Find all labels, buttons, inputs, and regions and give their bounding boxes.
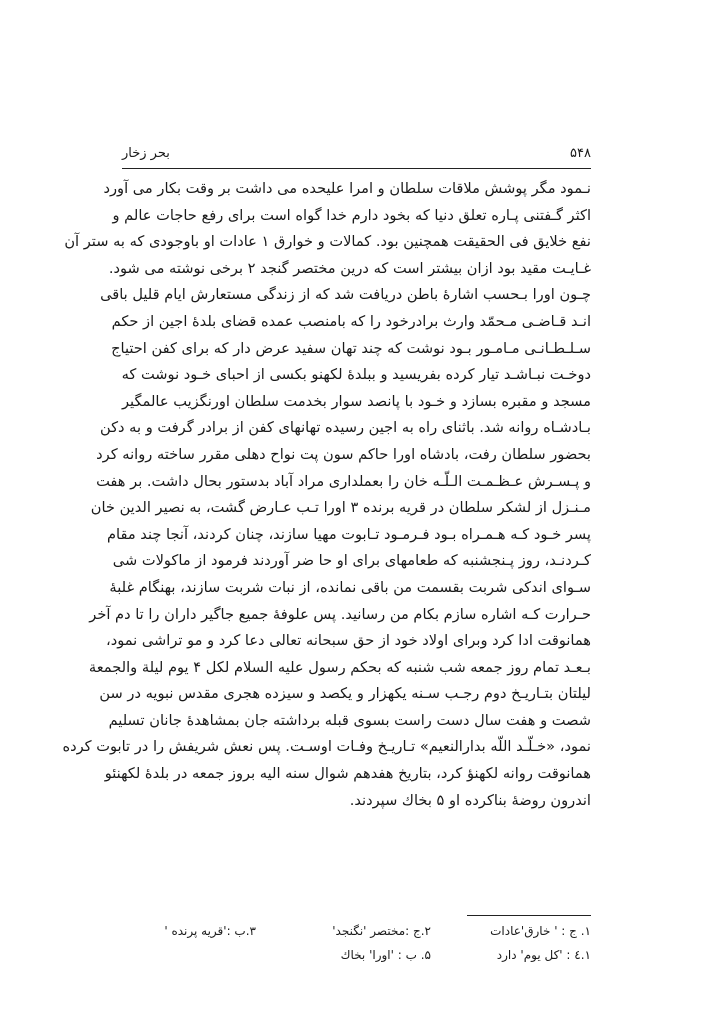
footnote-rule [467, 915, 591, 916]
footnote-5: ۵. ب : 'اورا' بخاك [340, 948, 431, 962]
body-line: نـمود مگر پوشش ملاقات سلطان و امرا علیحده می داشت بر وقت بکار می آورد [103, 180, 591, 197]
body-line: نمود، «خـلّـد اللّه بدارالنعیم» تـاریـخ وفـات اوسـت. پس نعش شریفش را در تابوت کرده [62, 738, 591, 756]
body-line: اکثر گـفتنی پـاره تعلق دنیا که بخود دارم خدا گواه است برای رفع حاجات عالم و [112, 206, 591, 224]
body-line: بـادشـاه روانه شد. باثنای راه به اجین رسیده تهانهای کفن از برادر گرفت و به دکن [99, 419, 591, 437]
body-text [62, 176, 591, 814]
footnote-row-2 [122, 948, 591, 968]
footnote-1: ۱. ج : ' خارق'عادات [490, 924, 591, 938]
footnote-row-1 [122, 924, 591, 944]
page-number: ۵۴۸ [570, 146, 591, 161]
body-line: نفع خلایق فی الحقیقت همچنین بود. کمالات و خوارق ۱ عادات او باوجودی که به ستر آن [64, 233, 591, 251]
body-line: سـوای اندکی شربت بقسمت من باقی نمانده، از نبات شربت سازند، بهنگام غلبهٔ [109, 578, 591, 596]
body-line: مـنـزل از لشکر سلطان در قریه برنده ۳ اورا تـب عـارض گشت، به نصیر الدین خان [90, 499, 591, 517]
body-line: دوخـت نبـاشـد تیار کرده بفریسید و ببلدهٔ لکهنو بکسی از احبای خـود نوشت که [121, 366, 591, 384]
header-rule [122, 168, 591, 169]
body-line: بحضور سلطان رفت، بادشاه اورا حاکم سون پت نواح دهلی مقرر ساخته روانه کرد [96, 445, 591, 463]
body-line: همانوقت ادا کرد وبرای اولاد خود از حق سبحانه تعالی دعا کرد و مو تراشی نمود، [106, 632, 591, 650]
body-line: سـلـطـانـی مـامـور بـود نوشت که چند تهان سفید عرض دار که برای کفن احتیاج [111, 339, 591, 357]
body-line: شصت و هفت سال دست راست بسوی قبله برداشته جان بمشاهدهٔ جانان تسلیم [108, 711, 591, 729]
body-line: لیلتان بتـاریـخ دوم رجـب سـنه یکهزار و یکصد و سیزده هجری مقدس نبویه در سن [99, 685, 591, 703]
body-line: کـردنـد، روز پـنجشنبه که طعامهای برای او حا ضر آوردند فرمود از ماکولات شی [112, 552, 591, 570]
body-line: حـرارت کـه اشاره سازم بکام من رسانید. پس علوفهٔ جمیع جاگیر داران را تا دم آخر [89, 605, 591, 623]
body-line: مسجد و مقبره بسازد و خـود با پانصد سوار بخدمت سلطان اورنگزیب عالمگیر [122, 392, 591, 410]
running-title: بحر زخار [122, 146, 170, 161]
footnote-3: ۳.ب :'قریه پرنده ' [164, 924, 256, 938]
body-line: چـون اورا بـحسب اشارهٔ باطن دریافت شد که از زندگی مستعارش ایام قلیل باقی [100, 286, 591, 304]
body-line: انـد قـاضـی مـحمّد وارث برادرخود را که بامنصب عمده قضای بلدهٔ اجین از حکم [111, 312, 591, 330]
body-line: غـایـت مقید بود ازان بیشتر است که درین مختصر گنجد ۲ برخی نوشته می شود. [108, 259, 591, 277]
body-line: اندرون روضهٔ بناکرده او ۵ بخاك سپردند. [349, 791, 591, 809]
body-line: همانوقت روانه لکهنؤ کرد، بتاریخ هفدهم شوال سنه الیه بروز جمعه در بلدهٔ لکهنئو [104, 765, 591, 783]
body-line: و پـسـرش عـظـمـت الـلّـه خان را بعملداری مراد آباد بدستور بحال داشت. بر هفت [96, 472, 591, 490]
footnote-2: ۲.ج :مختصر 'نگنجد' [332, 924, 431, 938]
body-line: پسر خـود کـه هـمـراه بـود فـرمـود تـابوت مهیا سازند، چنان کردند، آنجا چند مقام [106, 525, 591, 543]
body-line: بـعـد تمام روز جمعه شب شنبه که بحکم رسول علیه السلام لکل ۴ یوم لیلة والجمعة [88, 658, 591, 676]
footnote-4: ۱.٤ : 'کل یوم' دارد [496, 948, 591, 962]
page-header [122, 146, 591, 168]
